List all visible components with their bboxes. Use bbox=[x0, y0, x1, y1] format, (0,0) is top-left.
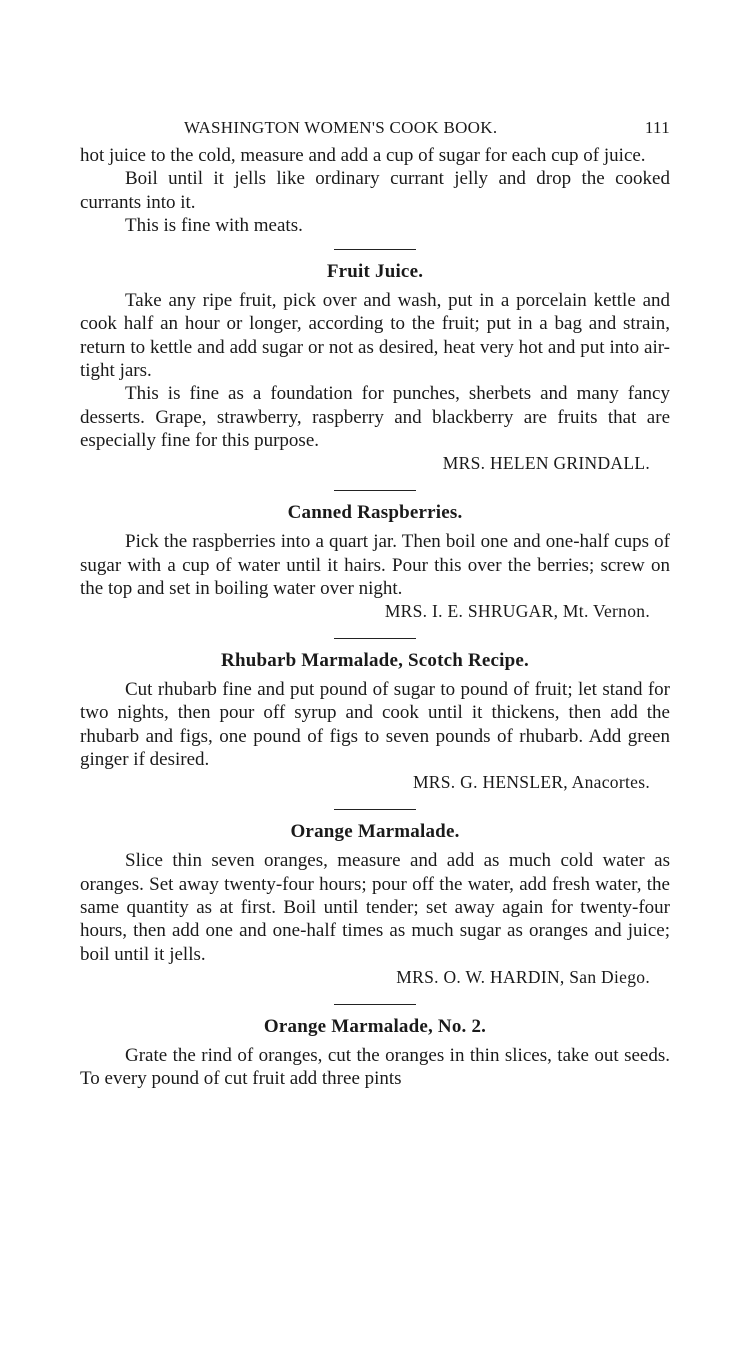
book-page bbox=[80, 118, 670, 1090]
page-number: 111 bbox=[644, 118, 670, 137]
section-divider bbox=[334, 809, 416, 810]
recipe-canned-raspberries bbox=[80, 490, 670, 622]
recipe-title: Fruit Juice. bbox=[326, 261, 424, 283]
section-divider bbox=[334, 638, 416, 639]
recipe-title: Orange Marmalade, No. 2. bbox=[263, 1015, 487, 1037]
continued-paragraph: Boil until it jells like ordinary currant jelly and drop the cooked currants into it. bbox=[80, 168, 670, 213]
section-divider bbox=[334, 1004, 416, 1005]
recipe-paragraph: Pick the raspberries into a quart jar. Then boil one and one-half cups of sugar with a cup of water until it hairs. Pour this over the berries; screw on the top and set in boiling water over night. bbox=[80, 531, 670, 599]
recipe-title: Orange Marmalade. bbox=[290, 821, 460, 843]
recipe-paragraph: Take any ripe fruit, pick over and wash, put in a porcelain kettle and cook half an hour or longer, according to the fruit; put in a bag and strain, return to kettle and add sugar or not as desired, heat very hot and put into air-tight jars. bbox=[80, 290, 670, 382]
continued-paragraph: This is fine with meats. bbox=[125, 214, 303, 236]
recipe-title: Canned Raspberries. bbox=[287, 502, 463, 524]
recipe-orange-marmalade bbox=[80, 809, 670, 987]
recipe-paragraph: Slice thin seven oranges, measure and add as much cold water as oranges. Set away twenty-four hours; pour off the water, add fresh water, the same quantity as at first. Boil until tender; set away again for twenty-four hours, then add one and one-half times as much sugar as oranges and juice; boil until it jells. bbox=[80, 850, 670, 965]
page-header bbox=[80, 118, 670, 144]
recipe-signature: MRS. O. W. HARDIN, San Diego. bbox=[396, 966, 650, 987]
recipe-signature: MRS. G. HENSLER, Anacortes. bbox=[412, 772, 650, 793]
continued-paragraph: hot juice to the cold, measure and add a cup of sugar for each cup of juice. bbox=[80, 145, 646, 166]
recipe-fruit-juice bbox=[80, 249, 670, 474]
continued-recipe bbox=[80, 144, 670, 237]
section-divider bbox=[334, 490, 416, 491]
recipe-rhubarb-marmalade bbox=[80, 638, 670, 793]
recipe-signature: MRS. HELEN GRINDALL. bbox=[442, 453, 650, 474]
recipe-orange-marmalade-no-2 bbox=[80, 1004, 670, 1091]
recipe-paragraph: This is fine as a foundation for punches, sherbets and many fancy desserts. Grape, strawberry, raspberry and blackberry are fruits that are especially fine for this purpose. bbox=[80, 383, 670, 451]
section-divider bbox=[334, 249, 416, 250]
recipe-paragraph: Cut rhubarb fine and put pound of sugar to pound of fruit; let stand for two nights, then pour off syrup and cook until it thickens, then add the rhubarb and figs, one pound of figs to seven pounds of rhubarb. Add green ginger if desired. bbox=[80, 679, 670, 771]
recipe-title: Rhubarb Marmalade, Scotch Recipe. bbox=[221, 650, 529, 672]
running-title: WASHINGTON WOMEN'S COOK BOOK. bbox=[184, 118, 498, 137]
recipe-signature: MRS. I. E. SHRUGAR, Mt. Vernon. bbox=[384, 601, 650, 622]
recipe-paragraph: Grate the rind of oranges, cut the oranges in thin slices, take out seeds. To every pound of cut fruit add three pints bbox=[80, 1044, 670, 1090]
